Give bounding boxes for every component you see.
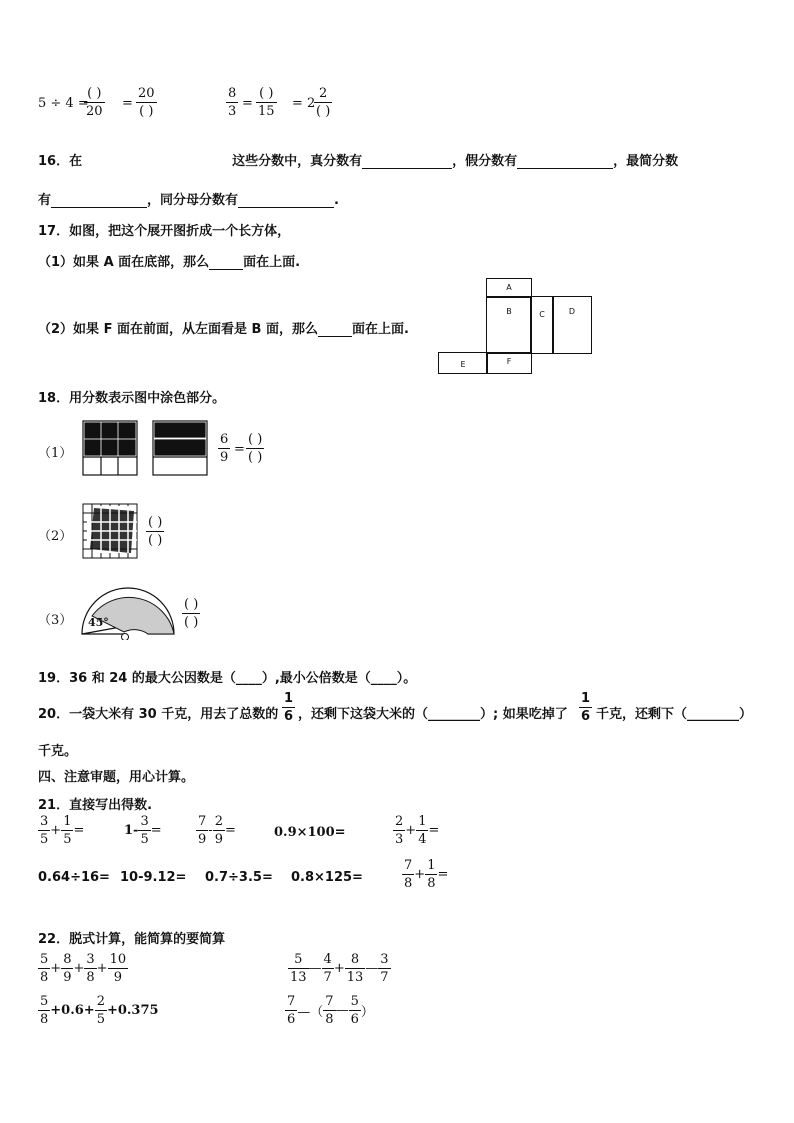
fraction: $\frac{4}{7}$ — [323, 952, 332, 985]
q17-part1 — [38, 251, 300, 270]
expr-text: = — [224, 823, 236, 838]
q21-r2-4: 0.8×125= — [291, 870, 363, 885]
q18-label2: （2） — [38, 529, 73, 544]
q16-line1 — [38, 150, 678, 169]
fraction: $\frac{7}{9}$ — [198, 814, 207, 847]
q18-figure2 — [82, 503, 138, 559]
eq-b-frac2: ( ) 15 — [258, 86, 275, 119]
q20-part-b: ，还剩下这袋大米的（________）; 如果吃掉了 — [298, 707, 568, 722]
expression — [285, 994, 374, 1027]
q18-label3: （3） — [38, 613, 73, 628]
q16-mid: 这些分数中，真分数有 — [232, 154, 363, 169]
eq-b-frac1: 8 3 — [228, 86, 237, 119]
fraction: $\frac{8}{13}$ — [346, 952, 364, 985]
q16-c1: ，假分数有 — [452, 154, 518, 169]
fraction: $\frac{2}{5}$ — [96, 994, 105, 1027]
expr-text: +0.6+ — [50, 1003, 95, 1018]
expr-text: 0.9×100= — [274, 825, 346, 840]
face-a: A — [486, 278, 532, 298]
expr-text: — — [335, 1003, 349, 1018]
q17-part2 — [38, 318, 409, 337]
q16-blank-proper[interactable] — [362, 168, 452, 169]
face-c: C — [530, 296, 554, 354]
q16-line2a: 有 — [38, 193, 52, 208]
fraction: $\frac{7}{8}$ — [325, 994, 334, 1027]
fraction: $\frac{5}{8}$ — [40, 994, 49, 1027]
q17-blank2[interactable] — [318, 336, 352, 337]
q18-frac-69: 6 9 — [220, 432, 229, 465]
fraction: $\frac{7}{6}$ — [287, 994, 296, 1027]
fraction: $\frac{7}{8}$ — [404, 858, 413, 891]
fraction: $\frac{5}{6}$ — [350, 994, 359, 1027]
expr-text: = — [73, 823, 85, 838]
fraction: $\frac{8}{9}$ — [63, 952, 72, 985]
q17-p1b: 面在上面. — [243, 255, 301, 270]
q21-r2-2: 10-9.12= — [120, 870, 187, 885]
expression — [393, 814, 439, 847]
q17-title: 17．如图，把这个展开图折成一个长方体， — [38, 224, 291, 239]
q16-line2 — [38, 189, 339, 208]
expr-text: = — [428, 823, 440, 838]
q22-title: 22．脱式计算，能简算的要简算 — [38, 932, 226, 947]
expression — [38, 994, 159, 1027]
eq-b-equals2: = 2 — [292, 96, 316, 111]
face-b: B — [486, 296, 532, 354]
q18-equals: = — [234, 442, 245, 457]
fraction: $\frac{5}{13}$ — [290, 952, 307, 985]
expression — [288, 952, 391, 985]
q16-blank-improper[interactable] — [517, 168, 613, 169]
q17-p1a: （1）如果 A 面在底部，那么 — [38, 255, 210, 270]
q18-figure3 — [78, 584, 178, 640]
q18-answer1[interactable]: ( ) ( ) — [248, 432, 263, 465]
eq-a-frac2: 20 ( ) — [138, 86, 155, 119]
q16-c2: ，最简分数 — [613, 154, 679, 169]
q16-line2c: . — [334, 193, 339, 208]
expression — [38, 952, 128, 985]
q18-answer3[interactable]: ( ) ( ) — [184, 597, 199, 630]
eq-b-equals1: = — [242, 96, 253, 111]
expr-text: — — [365, 961, 379, 976]
expr-text: + — [96, 961, 108, 976]
fraction: $\frac{3}{5}$ — [140, 814, 149, 847]
expr-text: + — [405, 823, 417, 838]
expression — [196, 814, 236, 847]
q19-text: 19．36 和 24 的最大公因数是（____）,最小公倍数是（____）。 — [38, 671, 417, 686]
q16-num: 16．在 — [38, 154, 83, 169]
expr-text: 1- — [124, 823, 139, 838]
face-f: F — [486, 352, 532, 374]
fraction: $\frac{1}{8}$ — [427, 858, 436, 891]
q20-part-a: 20．一袋大米有 30 千克，用去了总数的 — [38, 707, 279, 722]
q21-r2-1: 0.64÷16= — [38, 870, 110, 885]
expr-text: ） — [360, 1005, 374, 1020]
face-d: D — [552, 296, 592, 354]
fraction: $\frac{5}{8}$ — [40, 952, 49, 985]
fraction: $\frac{1}{5}$ — [63, 814, 72, 847]
q16-line2b: ，同分母分数有 — [147, 193, 239, 208]
expr-text: + — [414, 867, 426, 882]
expression — [402, 858, 448, 891]
expression — [38, 814, 84, 847]
eq-a-equals: = — [122, 96, 133, 111]
fraction: $\frac{3}{5}$ — [40, 814, 49, 847]
fraction: $\frac{10}{9}$ — [109, 952, 127, 985]
q18-angle-label: 45° — [88, 616, 109, 629]
expr-text: = — [437, 867, 449, 882]
q21-r2-3: 0.7÷3.5= — [205, 870, 273, 885]
q20-frac1: 1 6 — [284, 691, 294, 724]
q18-figure1 — [82, 420, 212, 476]
expr-text: +0.375 — [106, 1003, 159, 1018]
eq-a-frac1: ( ) 20 — [86, 86, 103, 119]
eq-b-frac3: 2 ( ) — [316, 86, 331, 119]
expr-text: + — [50, 823, 62, 838]
expr-text: + — [50, 961, 62, 976]
fraction: $\frac{1}{4}$ — [418, 814, 427, 847]
section-4-title: 四、注意审题，用心计算。 — [38, 770, 195, 785]
q20-line2: 千克。 — [38, 744, 78, 759]
q17-p2b: 面在上面. — [351, 322, 409, 337]
q16-blank-simplest[interactable] — [51, 207, 147, 208]
expr-text: - — [208, 823, 213, 838]
expr-text: + — [73, 961, 85, 976]
eq-a-left: 5 ÷ 4 = — [38, 96, 89, 111]
fraction: $\frac{3}{8}$ — [86, 952, 95, 985]
expr-text: + — [333, 961, 345, 976]
q18-answer2[interactable]: ( ) ( ) — [148, 515, 163, 548]
expr-text: —（ — [297, 1005, 324, 1020]
expression — [124, 814, 162, 847]
fraction: $\frac{3}{7}$ — [380, 952, 389, 985]
q17-p2a: （2）如果 F 面在前面，从左面看是 B 面，那么 — [38, 322, 318, 337]
q21-title: 21．直接写出得数. — [38, 798, 153, 813]
q20-part-c: 千克，还剩下（________） — [596, 707, 753, 722]
q20-frac2: 1 6 — [581, 691, 591, 724]
expression — [274, 825, 346, 840]
q17-blank1[interactable] — [209, 269, 243, 270]
q18-label1: （1） — [38, 446, 73, 461]
q18-title: 18．用分数表示图中涂色部分。 — [38, 391, 226, 406]
expr-text: — — [308, 961, 322, 976]
fraction: $\frac{2}{3}$ — [395, 814, 404, 847]
fraction: $\frac{2}{9}$ — [214, 814, 223, 847]
face-e: E — [438, 352, 488, 374]
expr-text: = — [150, 823, 162, 838]
q16-blank-same-denominator[interactable] — [238, 207, 334, 208]
